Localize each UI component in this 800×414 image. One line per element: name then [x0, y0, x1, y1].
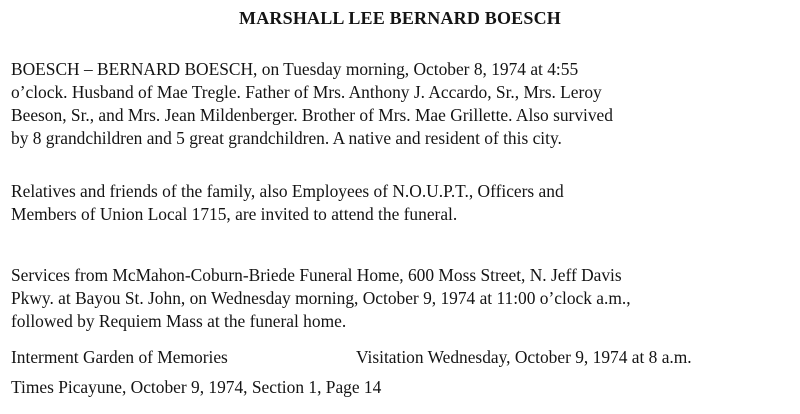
- paragraph-line: followed by Requiem Mass at the funeral home.: [11, 311, 347, 331]
- paragraph-line: Pkwy. at Bayou St. John, on Wednesday morning, October 9, 1974 at 11:00 o’clock a.m.,: [11, 288, 631, 308]
- visitation-line: Visitation Wednesday, October 9, 1974 at 8 a.m.: [356, 347, 692, 367]
- obituary-paragraph-invitation: [11, 180, 796, 226]
- obituary-title: MARSHALL LEE BERNARD BOESCH: [239, 8, 561, 28]
- paragraph-line: BOESCH – BERNARD BOESCH, on Tuesday morning, October 8, 1974 at 4:55: [11, 59, 579, 79]
- interment-line: Interment Garden of Memories: [11, 347, 228, 367]
- obituary-paragraph-services: [11, 264, 796, 333]
- paragraph-line: Members of Union Local 1715, are invited to attend the funeral.: [11, 204, 458, 224]
- paragraph-line: Services from McMahon-Coburn-Briede Funeral Home, 600 Moss Street, N. Jeff Davis: [11, 265, 622, 285]
- source-citation: Times Picayune, October 9, 1974, Section 1, Page 14: [11, 377, 382, 397]
- paragraph-line: Relatives and friends of the family, also Employees of N.O.U.P.T., Officers and: [11, 181, 564, 201]
- paragraph-line: o’clock. Husband of Mae Tregle. Father of Mrs. Anthony J. Accardo, Sr., Mrs. Leroy: [11, 82, 602, 102]
- paragraph-line: by 8 grandchildren and 5 great grandchildren. A native and resident of this city.: [11, 128, 562, 148]
- paragraph-line: Beeson, Sr., and Mrs. Jean Mildenberger. Brother of Mrs. Mae Grillette. Also survived: [11, 105, 613, 125]
- obituary-paragraph-announcement: [11, 58, 796, 150]
